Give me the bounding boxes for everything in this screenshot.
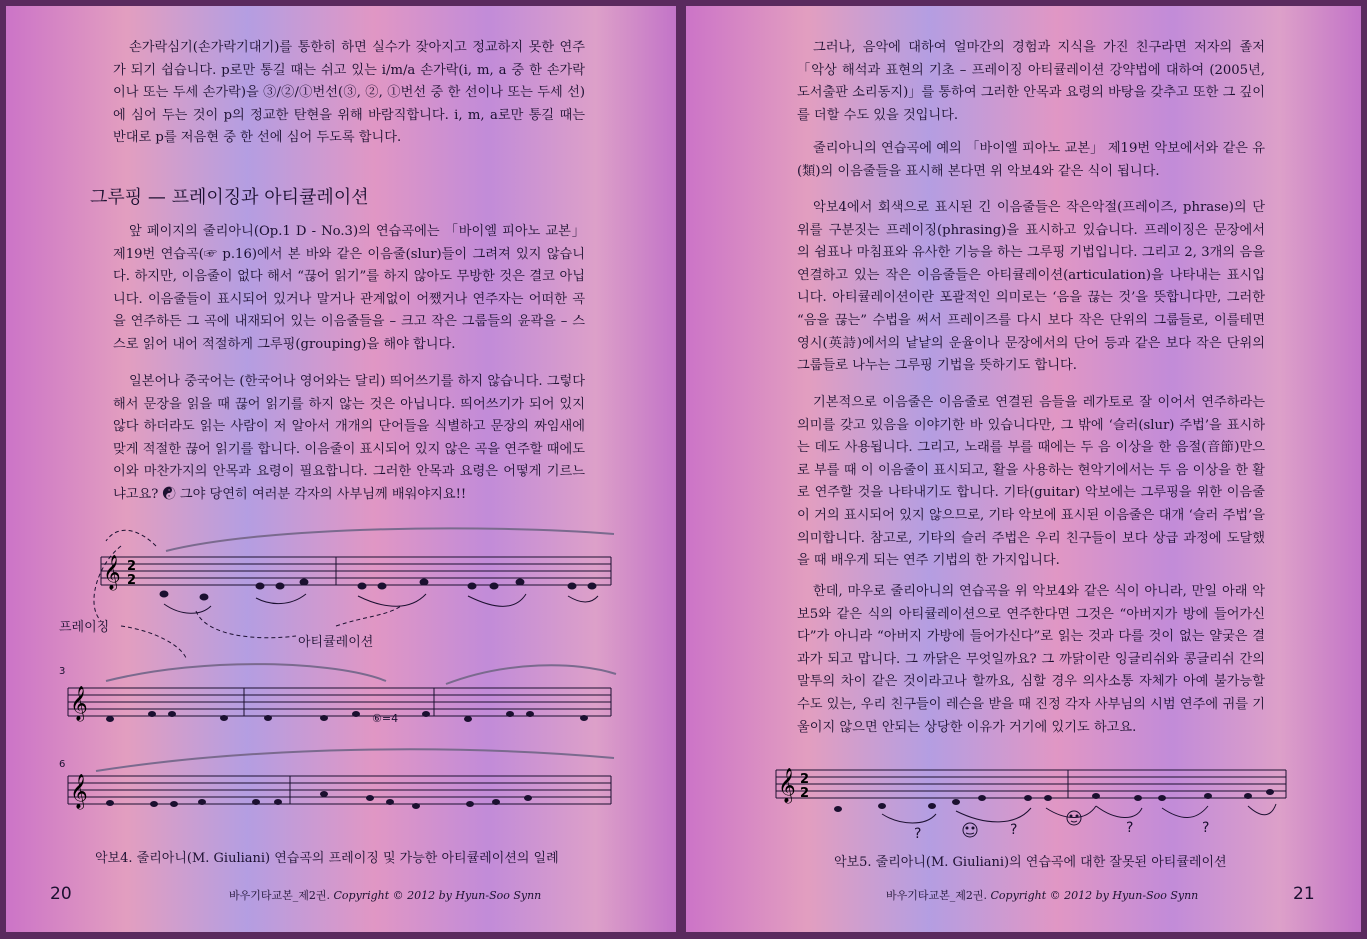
question-mark-1: ?: [914, 826, 922, 842]
right-paragraph-4: 기본적으로 이음줄은 이음줄로 연결된 음들을 레가토로 잘 이어서 연주하라는 의미를 갖고 있음을 이야기한 바 있습니다만, 그 밖에 ‘슬러(slur) 주법’을 표시하는 데도 사용됩니다. 그리고, 노래를 부를 때에는 두 음 이상을 한 음절(音節)만으로 부를 때 이 이음줄이 표시되고, 활을 사용하는 현악기에서는 두 음 이상을 한 활로 연주할 것을 나타내기도 합니다. 기타(guitar) 악보에는 그루핑을 위한 이음줄이 거의 표시되어 있지 않으므로, 기타 악보에 표시된 이음줄은 대개 ‘슬러 주법’을 의미합니다. 참고로, 기타의 슬러 주법은 우리 친구들이 보다 상급 과정에 도달했을 때 배우게 되는 연주 기법의 한 가지입니다.: [797, 395, 1265, 569]
question-mark-2: ?: [1010, 822, 1018, 838]
phrasing-label: 프레이징: [59, 620, 110, 635]
time-signature-numerator: 2: [127, 559, 137, 574]
score-4: [6, 6, 676, 932]
score-5-notes: [834, 789, 1274, 812]
system-number-3: 3: [59, 666, 66, 677]
phrasing-pointer-down: [121, 626, 186, 658]
question-mark-4: ?: [1202, 820, 1210, 836]
left-paragraph-2: 앞 페이지의 줄리아니(Op.1 D - No.3)의 연습곡에는 「바이엘 피아노 교본」 제19번 연습곡(☞ p.16)에서 본 바와 같은 이음줄(slur)들이 그려져 있지 않습니다. 하지만, 이음줄이 없다 해서 “끊어 읽기”를 하지 않아도 무방한 것은 결코 아닙니다. 이음줄들이 표시되어 있거나 말거나 관계없이 어쨌거나 연주자는 어떠한 곡을 연주하든 그 곡에 내재되어 있는 이음줄들을 – 크고 작은 그룹들의 윤곽을 – 스스로 읽어 내어 적절하게 그루핑(grouping)을 해야 합니다.: [113, 224, 585, 352]
right-page: [686, 6, 1361, 932]
right-footer-title: 바우기타교본_제2권.: [886, 889, 988, 902]
right-paragraph-2: 줄리아니의 연습곡에 예의 「바이엘 피아노 교본」 제19번 악보에서와 같은 유(類)의 이음줄들을 표시해 본다면 위 악보4와 같은 식이 됩니다.: [797, 141, 1265, 179]
confused-face-icon: [963, 823, 977, 837]
articulation-slurs-system-1: [164, 594, 598, 613]
left-paragraph-3: 일본어나 중국어는 (한국어나 영어와는 달리) 띄어쓰기를 하지 않습니다. 그렇다 해서 문장을 읽을 때 끊어 읽기를 하지 않는 것은 아닙니다. 띄어쓰기가 되어 있지 않다 하더라도 읽는 사람이 저 알아서 개개의 단어들을 식별하고 문장의 짜임새에 맞게 적절한 끊어 읽기를 합니다. 이음줄이 표시되어 있지 않은 곡을 연주할 때에도 이와 마찬가지의 안목과 요령이 필요합니다. 그러한 안목과 요령은 어떻게 기르느냐고요? ☯ 그야 당연히 여러분 각자의 사부님께 배워야지요!!: [113, 374, 585, 502]
score-5: [686, 6, 1361, 932]
right-footer-copyright: Copyright © 2012 by Hyun-Soo Synn: [990, 889, 1199, 902]
articulation-pointer-right: [336, 606, 401, 626]
left-paragraph-1: 손가락심기(손가락기대기)를 통한히 하면 실수가 잦아지고 정교하지 못한 연주가 되기 쉽습니다. p로만 통길 때는 쉬고 있는 i/m/a 손가락(i, m, a 중 한 손가락이나 또는 두세 손가락)을 ③/②/①번선(③, ②, ①번선 중 한 선이나 또는 두세 선)에 심어 두는 것이 p의 정교한 탄현을 위해 바람직합니다. i, m, a로만 통길 때는 반대로 p를 저음현 중 한 선에 심어 두도록 합니다.: [113, 40, 585, 146]
system-number-6: 6: [59, 759, 66, 770]
time-signature-numerator-5: 2: [800, 772, 810, 787]
left-footer-copyright: Copyright © 2012 by Hyun-Soo Synn: [333, 889, 542, 902]
right-paragraph-1: 그러나, 음악에 대하여 얼마간의 경험과 지식을 가진 친구라면 저자의 졸저 「악상 해석과 표현의 기초 – 프레이징 아티큘레이션 강약법에 대하여 (2005년, 도서출판 소리동지)」를 통하여 그러한 안목과 요령의 바탕을 갖추고 또한 그 깊이를 더할 수도 있을 것입니다.: [797, 40, 1265, 123]
left-page-number: 20: [50, 884, 72, 904]
phrasing-slurs-system-3: [96, 749, 614, 771]
time-signature-denominator-5: 2: [800, 786, 810, 801]
phrasing-pointer-curve: [106, 530, 156, 546]
articulation-pointer-left: [196, 611, 296, 638]
question-mark-3: ?: [1126, 820, 1134, 836]
right-paragraph-3: 악보4에서 회색으로 표시된 긴 이음줄들은 작은악절(프레이즈, phrase)의 단위를 구분짓는 프레이징(phrasing)을 표시하고 있습니다. 프레이징은 문장에서의 쉼표나 마침표와 유사한 기능을 하는 그루핑 기법입니다. 그리고 2, 3개의 음을 연결하고 있는 작은 이음줄들은 아티큘레이션(articulation)을 나타내는 표시입니다. 아티큘레이션이란 포괄적인 의미로는 ‘음을 끊는 것’을 뜻합니다만, 그러한 “음을 끊는” 수법을 써서 프레이즈를 다시 보다 작은 단위의 그룹들로, 이를테면 영시(英詩)에서의 낱낱의 운율이나 문장에서의 단어 등과 같은 보다 작은 단위의 그룹들로 나누는 그루핑 기법을 뜻하기도 합니다.: [797, 200, 1265, 374]
score-4-notes-system-3: [106, 791, 532, 809]
right-paragraph-5: 한데, 마우로 줄리아니의 연습곡을 위 악보4와 같은 식이 아니라, 만일 아래 악보5와 같은 식의 아티큘레이션으로 연주한다면 그것은 “아버지가 방에 들어가신다”가 아니라 “아버지 가방에 들어가신다”로 읽는 것과 다를 것이 없는 얄궂은 결과가 되고 맙니다. 그 까닭은 무엇일까요? 그 까닭이란 잉글리쉬와 콩글리쉬 간의 말투의 차이 같은 것이라고나 할까요, 심할 경우 의사소통 자체가 아예 불가능할 수도 있는, 우리 친구들이 레슨을 받을 때 진정 각자 사부님의 시범 연주에 귀를 기울이지 않으면 안되는 상당한 이유가 거기에 있기도 하고요.: [797, 584, 1265, 735]
left-footer: [229, 887, 541, 903]
treble-clef-icon-3: 𝄞: [70, 774, 88, 809]
left-page: [6, 6, 676, 932]
right-page-number: 21: [1293, 884, 1315, 904]
staff-system-1: [101, 557, 611, 585]
section-heading: 그루핑 — 프레이징과 아티큘레이션: [90, 187, 369, 208]
phrasing-slurs-system-2: [106, 664, 616, 684]
left-footer-title: 바우기타교본_제2권.: [229, 889, 331, 902]
time-signature-denominator: 2: [127, 573, 137, 588]
treble-clef-icon: 𝄞: [103, 555, 121, 590]
articulation-label: 아티큘레이션: [298, 635, 374, 650]
string-tuning-marking: ⑥=4: [372, 712, 399, 725]
score-4-caption: 악보4. 줄리아니(M. Giuliani) 연습곡의 프레이징 및 가능한 아티큘레이션의 일례: [95, 851, 559, 866]
phrasing-slurs-system-1: [166, 528, 614, 551]
treble-clef-icon-2: 𝄞: [70, 686, 88, 721]
score-5-caption: 악보5. 줄리아니(M. Giuliani)의 연습곡에 대한 잘못된 아티큘레이션: [834, 855, 1227, 870]
treble-clef-icon-score-5: 𝄞: [778, 768, 796, 803]
score-4-notes: [160, 579, 596, 600]
right-footer: [886, 887, 1198, 903]
